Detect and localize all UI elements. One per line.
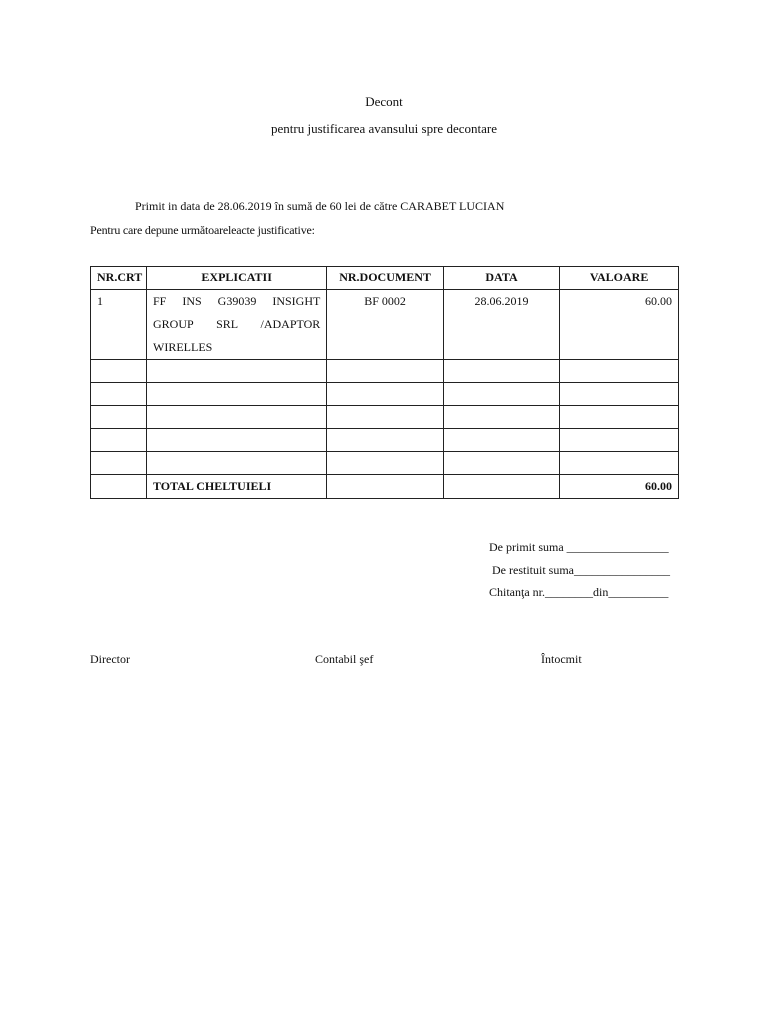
table-row-empty xyxy=(91,452,679,475)
table-row-empty xyxy=(91,360,679,383)
cell-valoare: 60.00 xyxy=(560,290,679,360)
explicatii-line: WIRELLES xyxy=(153,340,213,354)
header-explicatii: EXPLICATII xyxy=(147,267,327,290)
document-subtitle: pentru justificarea avansului spre decontare xyxy=(271,121,497,136)
total-label: TOTAL CHELTUIELI xyxy=(147,475,327,499)
cell-data: 28.06.2019 xyxy=(443,290,559,360)
amount-to-return: De restituit suma________________ xyxy=(492,563,670,577)
intro-justification-line: Pentru care depune următoareleacte justificative: xyxy=(90,223,315,237)
cell-explicatii xyxy=(147,290,327,360)
header-nr-document: NR.DOCUMENT xyxy=(327,267,443,290)
cell-nr: 1 xyxy=(91,290,147,360)
explicatii-line: FF INS G39039 INSIGHT xyxy=(153,294,321,308)
intro-received-line: Primit in data de 28.06.2019 în sumă de 60 lei de către CARABET LUCIAN xyxy=(135,199,505,213)
table-row-empty xyxy=(91,383,679,406)
header-data: DATA xyxy=(443,267,559,290)
table-row-empty xyxy=(91,429,679,452)
header-nr-crt: NR.CRT xyxy=(91,267,147,290)
document-title: Decont xyxy=(365,94,403,109)
signature-chief-accountant: Contabil şef xyxy=(315,652,374,666)
header-valoare: VALOARE xyxy=(560,267,679,290)
table-header-row xyxy=(91,267,679,290)
table-total-row xyxy=(91,475,679,499)
total-value: 60.00 xyxy=(560,475,679,499)
signature-prepared-by: Întocmit xyxy=(541,652,582,666)
signature-director: Director xyxy=(90,652,130,666)
expenses-table xyxy=(90,266,679,499)
receipt-number: Chitanţa nr.________din__________ xyxy=(489,585,669,599)
explicatii-line: GROUP SRL /ADAPTOR xyxy=(153,317,321,331)
table-row xyxy=(91,290,679,360)
cell-document: BF 0002 xyxy=(327,290,443,360)
amount-to-receive: De primit suma _________________ xyxy=(489,540,669,554)
table-row-empty xyxy=(91,406,679,429)
